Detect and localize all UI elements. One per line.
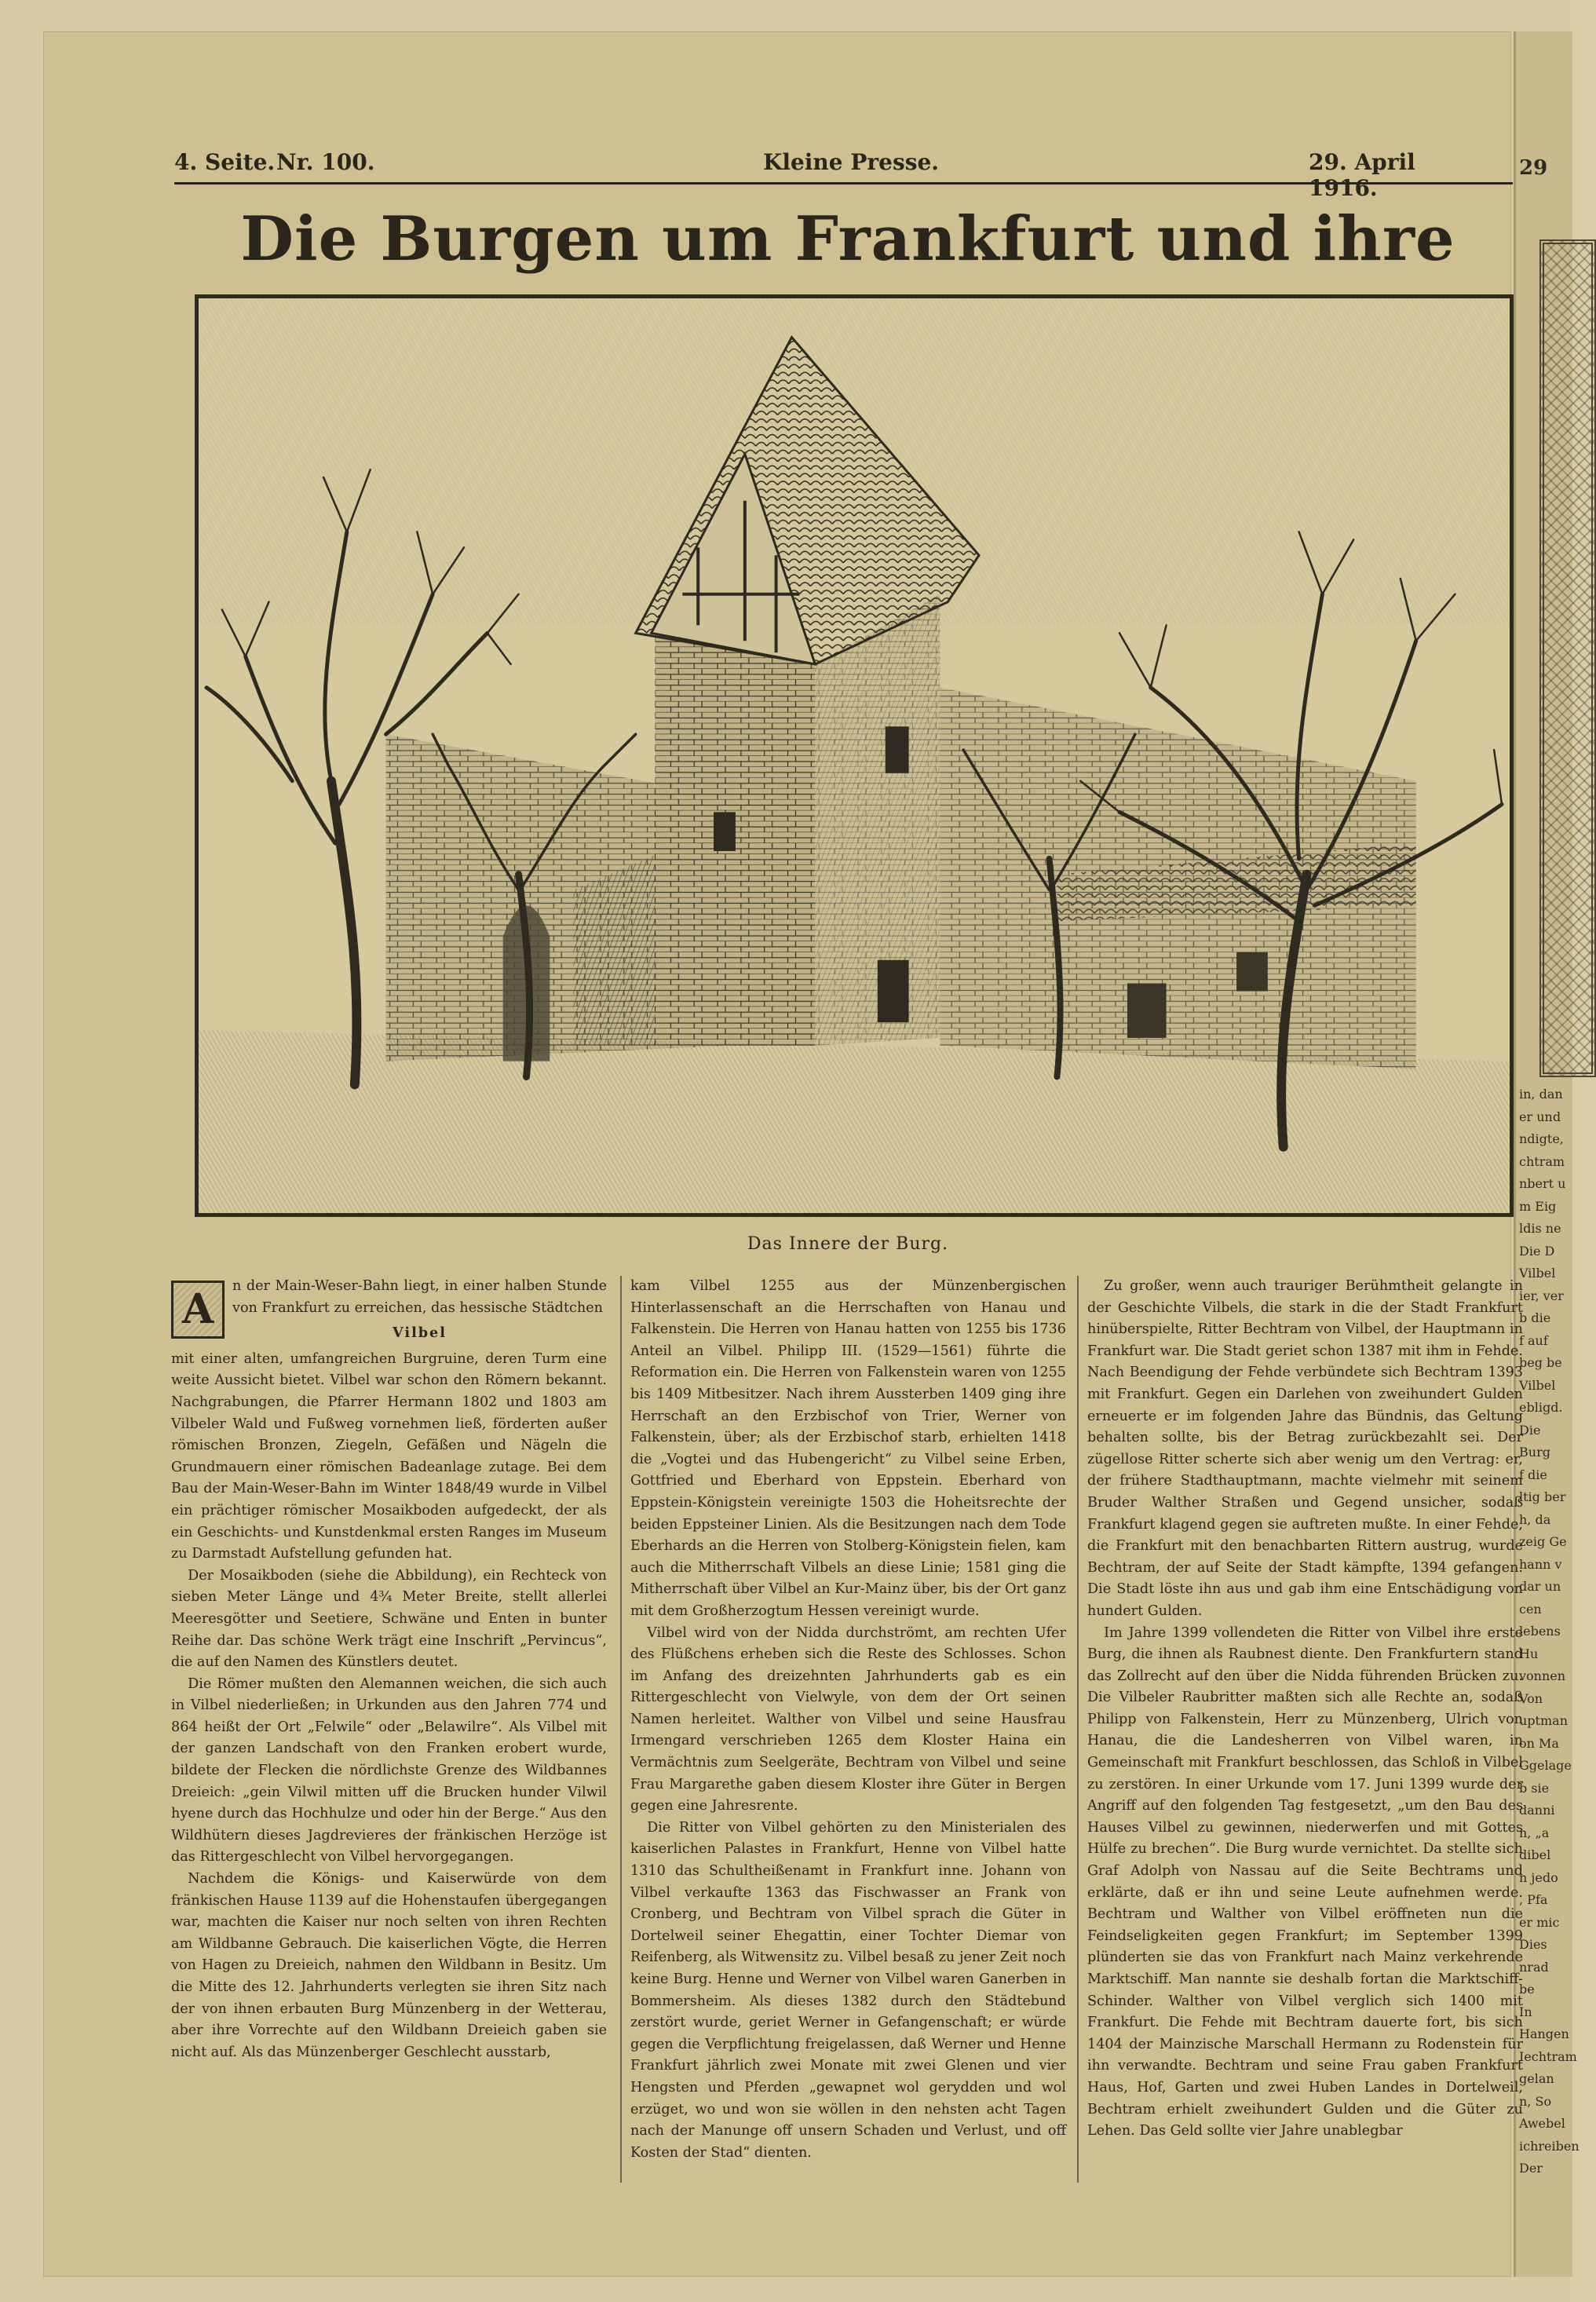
- page-label: 4. Seite.: [174, 149, 276, 175]
- paragraph: Die Römer mußten den Alemannen weichen, die sich auch in Vilbel niederließen; in Urkunden aus den Jahren 774 und 864 heißt der Ort „Felwile“ oder „Belawilre“. Als Vilbel mit der ganzen Landschaft von den Franken erobert wurde, bildete der Flecken die nördlichste Grenze des Wildbannes Dreieich: „gein Vilwil mitten uff die Brucken hunder Vilwil hyene durch das Hochhulze und oder hin der Berge.“ Aus den Wildhütern dieses Jagdrevieres der fränkischen Herzöge ist das Rittergeschlecht von Vilbel hervorgegangen.: [171, 1675, 607, 1865]
- next-page-line: dibel: [1519, 1847, 1551, 1862]
- paragraph: Der Mosaikboden (siehe die Abbildung), ein Rechteck von sieben Meter Länge und 4¾ Meter Breite, stellt allerlei Meeresgötter und Seetiere, Schwäne und Enten in bunter Reihe dar. Das schöne Werk trägt eine Inschrift „Pervincus“, die auf den Namen des Künstlers deutet.: [171, 1567, 607, 1671]
- next-page-line: er und: [1519, 1109, 1561, 1124]
- newspaper-name: Kleine Presse.: [763, 149, 940, 175]
- next-page-line: Die D: [1519, 1243, 1555, 1259]
- next-page-line: Burg: [1519, 1445, 1550, 1460]
- next-page-line: n, „a: [1519, 1825, 1550, 1840]
- next-page-line: Iechtram: [1519, 2048, 1577, 2064]
- next-page-line: Der: [1519, 2161, 1543, 2176]
- next-page-line: vonnen: [1519, 1668, 1566, 1683]
- next-page-line: dar un: [1519, 1579, 1561, 1594]
- next-page-line: Hu: [1519, 1646, 1539, 1661]
- next-page-line: cen: [1519, 1601, 1542, 1617]
- article-column-3: [1087, 1276, 1523, 2143]
- intro-paragraph: n der Main-Weser-Bahn liegt, in einer halben Stunde von Frankfurt zu erreichen, das hessische Städtchen: [232, 1278, 607, 1316]
- next-page-line: beg be: [1519, 1355, 1562, 1370]
- paragraph: Zu großer, wenn auch trauriger Berühmtheit gelangte in der Geschichte Vilbels, die stark in die der Stadt Frankfurt hinüberspielte, Ritter Bechtram von Vilbel, der Hauptmann in Frankfurt war. Die Stadt geriet schon 1387 mit ihm in Fehde. Nach Beendigung der Fehde verbündete sich Bechtram 1393 mit Frankfurt. Gegen ein Darlehen von zweihundert Gulden erneuerte er im folgenden Jahre das Bündnis, das Geltung behalten sollte, bis der Betrag zurückbezahlt sei. Der zügellose Ritter scherte sich aber wenig um den Vertrag: er, der frühere Stadthauptmann, machte vielmehr mit seinem Bruder Walther Straßen und Gegend unsicher, sodaß Frankfurt klagend gegen sie auftreten mußte. In einer Fehde, die Frankfurt mit den benachbarten Rittern austrug, wurde Bechtram, der auf Seite der Stadt kämpfte, 1394 gefangen. Die Stadt löste ihn aus und gab ihm eine Entschädigung von hundert Gulden.: [1087, 1278, 1523, 1619]
- section-subtitle: Vilbel: [393, 1325, 447, 1342]
- issue-number: Nr. 100.: [276, 149, 375, 175]
- ornament-border-icon: [1539, 239, 1596, 1077]
- next-page-line: ldis ne: [1519, 1221, 1561, 1236]
- next-page-line: in, dan: [1519, 1087, 1563, 1102]
- next-page-line: hann v: [1519, 1556, 1562, 1572]
- next-page-line: f die: [1519, 1467, 1547, 1482]
- column-rule-2: [1077, 1276, 1079, 2183]
- drop-cap: A: [171, 1281, 225, 1339]
- next-page-line: f auf: [1519, 1332, 1548, 1348]
- paragraph: Vilbel wird von der Nidda durchströmt, am rechten Ufer des Flüßchens erheben sich die Reste des Schlosses. Schon im Anfang des dreizehnten Jahrhunderts gab es ein Rittergeschlecht von Vielwyle, von dem der Ort seinen Namen herleitet. Walther von Vilbel und seine Hausfrau Irmengard verschrieben 1265 dem Kloster Haina ein Vermächtnis zum Seelgeräte, Bechtram von Vilbel und seine Frau Margarethe gaben diesem Kloster ihre Güter in Bergen gegen eine Jahresrente.: [630, 1624, 1066, 1814]
- next-page-line: In: [1519, 2004, 1532, 2019]
- next-page-line: er mic: [1519, 1914, 1560, 1930]
- next-page-line: gelan: [1519, 2071, 1554, 2086]
- castle-illustration: [195, 294, 1514, 1217]
- next-page-line: ltig ber: [1519, 1489, 1566, 1504]
- next-page-line: zeig Ge: [1519, 1534, 1567, 1549]
- next-page-line: ndigte,: [1519, 1131, 1564, 1146]
- next-page-line: be: [1519, 1982, 1535, 1997]
- next-page-line: b sie: [1519, 1780, 1550, 1796]
- next-page-line: Von: [1519, 1690, 1543, 1706]
- next-page-header: 29: [1519, 156, 1548, 180]
- issue-date: 29. April 1916.: [1309, 149, 1415, 201]
- paragraph: Nachdem die Königs- und Kaiserwürde von dem fränkischen Hause 1139 auf die Hohenstaufen übergegangen war, machten die Kaiser nur noch selten von ihren Rechten am Wildbanne Gebrauch. Die kaiserlichen Vögte, die Herren von Hagen zu Dreieich, nahmen den Wildbann in Besitz. Um die Mitte des 12. Jahrhunderts verlegten sie ihren Sitz nach der von ihnen erbauten Burg Münzenberg in der Wetterau, aber ihre Vorrechte auf den Wildbann Dreieich gaben sie nicht auf. Als das Münzenberger Geschlecht ausstarb,: [171, 1871, 607, 2060]
- paragraph: Im Jahre 1399 vollendeten die Ritter von Vilbel ihre erste Burg, die ihnen als Raubnest diente. Den Frankfurtern stand das Zollrecht auf den über die Nidda führenden Brücken zu. Die Vilbeler Raubritter maßten sich alle Rechte an, sodaß Philipp von Falkenstein, Herr zu Münzenberg, Ulrich von Hanau, die die Landesherren von Vilbel waren, in Gemeinschaft mit Frankfurt beschlossen, das Schloß in Vilbel zu zerstören. In einer Urkunde vom 17. Juni 1399 wurde der Angriff auf den folgenden Tag festgesetzt, „um den Bau des Hauses Vilbel zu gewinnen, niederwerfen und mit Gottes Hülfe zu brechen“. Die Burg wurde vernichtet. Da stellte sich Graf Adolph von Nassau auf die Seite Bechtrams und erklärte, daß er ihn und seine Leute aufnehmen werde. Bechtram und Walther von Vilbel eröffneten nun die Feindseligkeiten gegen Frankfurt; im September 1399 plünderten sie das von Frankfurt nach Mainz verkehrende Marktschiff. Man nannte sie deshalb fortan die Marktschiff-Schinder. Walther von Vilbel verglich sich 1400 mit Frankfurt. Die Fehde mit Bechtram dauerte fort, bis sich 1404 der Mainzische Marschall Hermann zu Rodenstein für ihn verwandte. Bechtram und seine Frau gaben Frankfurt Haus, Hof, Garten und zwei Huben Landes in Dortelweil, Bechtram erhielt zweihundert Gulden und die Güter zu Lehen. Das Geld sollte vier Jahre unablegbar: [1087, 1624, 1523, 2139]
- headline: Die Burgen um Frankfurt und ihre: [240, 203, 1455, 275]
- next-page-line: chtram: [1519, 1153, 1565, 1169]
- header-rule: [174, 182, 1513, 185]
- next-page-line: Dies: [1519, 1937, 1547, 1952]
- paragraph: Die Ritter von Vilbel gehörten zu den Ministerialen des kaiserlichen Palastes in Frankfurt, Henne von Vilbel hatte 1310 das Schultheißenamt in Frankfurt inne. Johann von Vilbel verkaufte 1363 das Fischwasser an Frank von Cronberg, und Bechtram von Vilbel sprach die Güter in Dortelweil seiner Ehegattin, einer Tochter Diemar von Reifenberg, als Witwensitz zu. Vilbel besaß zu jener Zeit noch keine Burg. Henne und Werner von Vilbel waren Ganerben in Bommersheim. Als dieses 1382 durch den Städtebund zerstört wurde, geriet Werner in Gefangenschaft; er würde gegen die Verpflichtung freigelassen, daß Werner und Henne Frankfurt jährlich zwei Monate mit zwei Glenen und vier Hengsten und Pferden „gewapnet wol gerydden und wol erzüget, wo und won sie wöllen in den nehsten acht Tagen nach der Manunge off unsern Schaden und Verlust, und off Kosten der Stad“ dienten.: [630, 1819, 1066, 2161]
- next-page-line: b die: [1519, 1310, 1551, 1325]
- next-page-line: Ggelage: [1519, 1758, 1572, 1773]
- next-page-line: Awebel: [1519, 2116, 1565, 2131]
- next-page-line: h, da: [1519, 1511, 1551, 1527]
- next-page-line: on Ma: [1519, 1735, 1559, 1751]
- next-page-line: Die: [1519, 1422, 1541, 1438]
- next-page-line: Hangen: [1519, 2026, 1569, 2041]
- next-page-line: m Eig: [1519, 1198, 1557, 1214]
- next-page-line: nbert u: [1519, 1176, 1566, 1191]
- next-page-line: ier, ver: [1519, 1288, 1564, 1303]
- next-page-line: uptman: [1519, 1713, 1568, 1728]
- next-page-line: nrad: [1519, 1959, 1549, 1975]
- next-page-line: , Pfa: [1519, 1892, 1548, 1907]
- article-column-2: [630, 1276, 1066, 2164]
- next-page-line: ichreiben: [1519, 2138, 1580, 2154]
- next-page-line: danni: [1519, 1803, 1555, 1818]
- article-column-1: [171, 1276, 607, 2063]
- folio-line: [174, 149, 1477, 201]
- castle-tower-engraving-icon: [199, 298, 1510, 1213]
- next-page-line: lebens: [1519, 1624, 1561, 1639]
- illustration-caption: Das Innere der Burg.: [747, 1234, 949, 1254]
- next-page-line: n, So: [1519, 2093, 1552, 2109]
- paragraph: mit einer alten, umfangreichen Burgruine, deren Turm eine weite Aussicht bietet. Vilbel war schon den Römern bekannt. Nachgrabungen, die Pfarrer Hermann 1802 und 1803 am Vilbeler Wald und Fußweg vornehmen ließ, förderten außer römischen Bronzen, Ziegeln, Gefäßen und Nägeln die Grundmauern einer römischen Badeanlage zutage. Bei dem Bau der Main-Weser-Bahn im Winter 1848/49 wurde in Vilbel ein prächtiger römischer Mosaikboden aufgedeckt, der als ein Geschichts- und Kunstdenkmal ersten Ranges im Museum zu Darmstadt Aufstellung gefunden hat.: [171, 1350, 607, 1562]
- column-rule-1: [620, 1276, 622, 2183]
- next-page-line: Vilbel: [1519, 1266, 1556, 1281]
- next-page-text: [1519, 1083, 1580, 2180]
- next-page-line: n jedo: [1519, 1869, 1558, 1885]
- paragraph: kam Vilbel 1255 aus der Münzenbergischen Hinterlassenschaft an die Herrschaften von Hanau und Falkenstein. Die Herren von Hanau hatten von 1255 bis 1736 Anteil an Vilbel. Philipp III. (1529—1561) führte die Reformation ein. Die Herren von Falkenstein waren von 1255 bis 1409 Mitbesitzer. Nach ihrem Aussterben 1409 ging ihre Herrschaft an den Erzbischof von Trier, Werner von Falkenstein, über; als der Erzbischof starb, erhielten 1418 die „Vogtei und das Hubengericht“ zu Vilbel seine Erben, Gottfried und Eberhard von Eppstein. Eberhard von Eppstein-Königstein vereinigte 1503 die Hoheitsrechte der beiden Eppsteiner Linien. Als die Besitzungen nach dem Tode Eberhards an die Herren von Stolberg-Königstein fielen, kam auch die Mitherrschaft Vilbels an diese Linie; 1581 ging die Mitherrschaft über Vilbel an Kur-Mainz über, bis der Ort ganz mit dem Großherzogtum Hessen vereinigt wurde.: [630, 1278, 1066, 1619]
- next-page-line: ebligd.: [1519, 1400, 1563, 1415]
- next-page-line: Vilbel: [1519, 1377, 1556, 1393]
